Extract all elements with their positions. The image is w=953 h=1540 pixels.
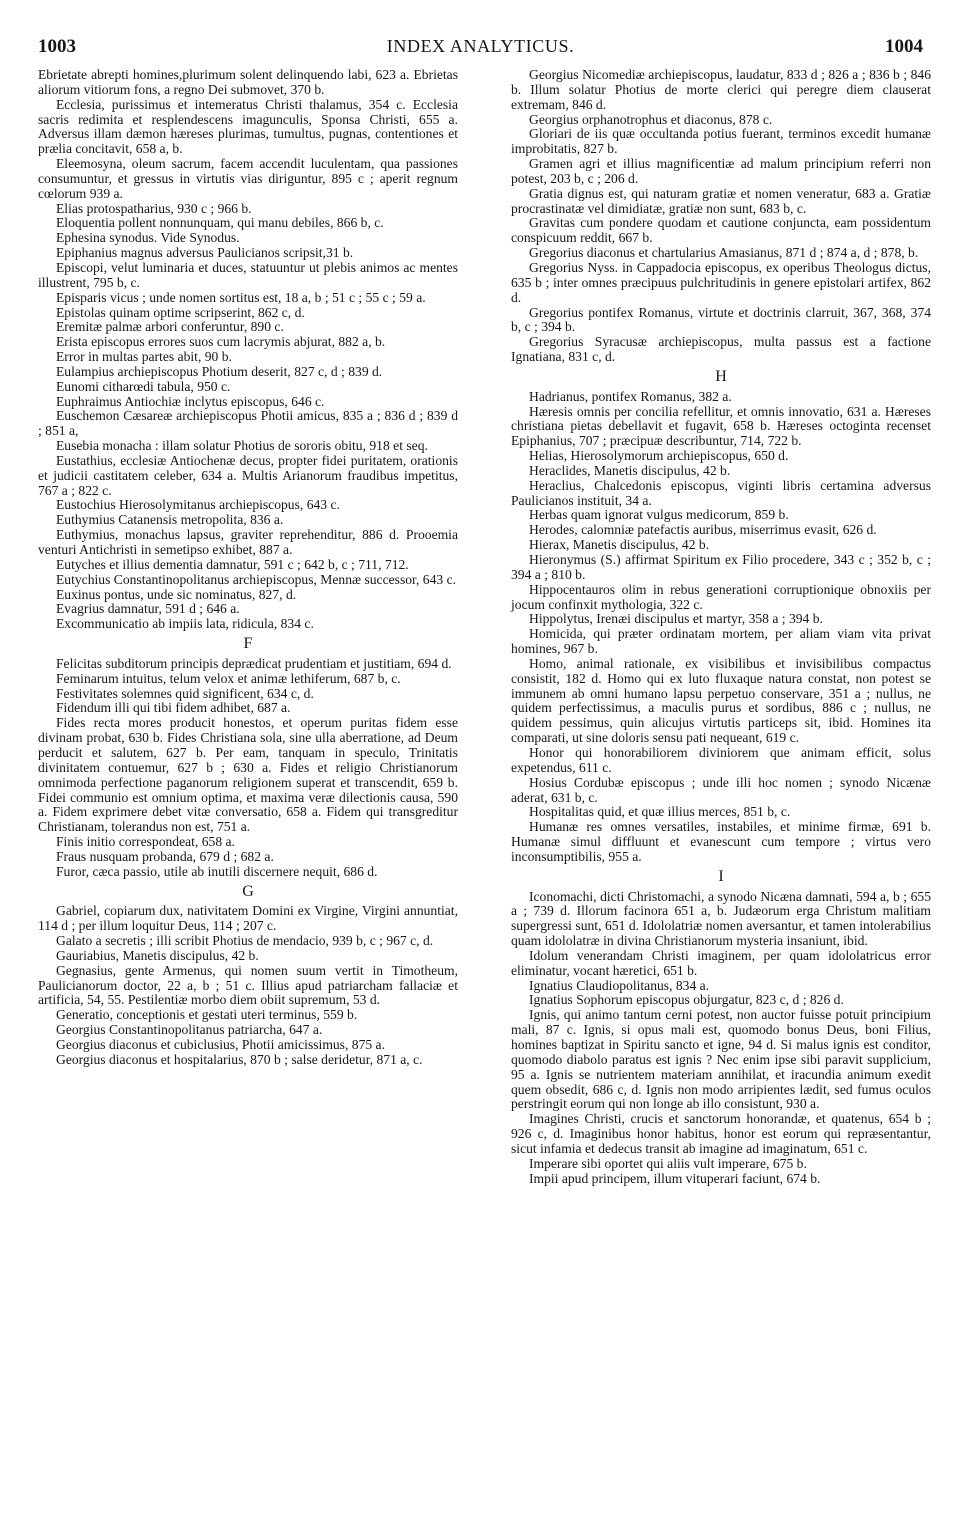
index-entry: Imagines Christi, crucis et sanctorum honorandæ, et quatenus, 654 b ; 926 c, d. Imaginibus honor habitus, honor est eorum qui repræsentantur, sicut infamia et dedecus transit ab imagine ad imaginatum, 651 c. (511, 1111, 931, 1156)
index-entry: Gabriel, copiarum dux, nativitatem Domini ex Virgine, Virgini annuntiat, 114 d ; per illum loquitur Deus, 114 ; 207 c. (38, 903, 458, 934)
index-entry: Ignatius Sophorum episcopus objurgatur, 823 c, d ; 826 d. (529, 992, 844, 1008)
index-entry: Gloriari de iis quæ occultanda potius fuerant, terminos excedit humanæ improbitatis, 827 b. (511, 126, 931, 157)
index-entry: Georgius diaconus et cubiclusius, Photii amicissimus, 875 a. (56, 1037, 385, 1052)
index-entry: Gregorius Syracusæ archiepiscopus, multa passus est a factione Ignatiana, 831 c, d. (511, 334, 931, 365)
page-number-left: 1003 (38, 36, 76, 57)
index-entry: Heraclides, Manetis discipulus, 42 b. (529, 462, 731, 478)
index-entry: Euthymius Catanensis metropolita, 836 a. (56, 512, 284, 528)
index-entry: Furor, cæca passio, utile ab inutili discernere nequit, 686 d. (56, 863, 378, 879)
index-entry: Gregorius pontifex Romanus, virtute et doctrinis clarruit, 367, 368, 374 b, c ; 394 b. (511, 304, 931, 335)
index-entry: Georgius Nicomediæ archiepiscopus, laudatur, 833 d ; 826 a ; 836 b ; 846 b. Illum solatur Photius de morte clerici qui peregre diem clauserat extremam, 846 d. (511, 67, 931, 112)
index-entry: Gravitas cum pondere quodam et cautione conjuncta, eam possidentum conspicuum reddit, 667 b. (511, 215, 931, 246)
index-entry: Festivitates solemnes quid significent, 634 c, d. (56, 685, 314, 701)
index-entry: Euphraimus Antiochiæ inclytus episcopus, 646 c. (56, 393, 325, 409)
index-entry: Euschemon Cæsareæ archiepiscopus Photii amicus, 835 a ; 836 d ; 839 d ; 851 a, (38, 408, 458, 439)
index-entry: Impii apud principem, illum vituperari faciunt, 674 b. (529, 1170, 821, 1186)
index-entry: Honor qui honorabiliorem diviniorem que animam efficit, solus expetendus, 611 c. (511, 744, 931, 775)
page-number-right: 1004 (885, 36, 923, 57)
index-entry: Eremitæ palmæ arbori conferuntur, 890 c. (56, 319, 284, 335)
index-entry: Hippocentauros olim in rebus generationi corruptionique obnoxiis per jocum confinxit mythologia, 322 c. (511, 581, 931, 612)
index-entry: Episcopi, velut luminaria et duces, statuuntur ut plebis animos ac mentes illustrent, 795 b, c. (38, 259, 458, 290)
section-letter: G (242, 882, 254, 900)
index-entry: Gauriabius, Manetis discipulus, 42 b. (56, 947, 259, 963)
section-letter: H (715, 367, 727, 385)
index-entry: Felicitas subditorum principis deprædicat prudentiam et justitiam, 694 d. (56, 655, 452, 671)
index-entry: Fraus nusquam probanda, 679 d ; 682 a. (56, 848, 274, 864)
index-entry: Eutyches et illius dementia damnatur, 591 c ; 642 b, c ; 711, 712. (56, 556, 409, 572)
index-entry: Herbas quam ignorat vulgus medicorum, 859 b. (529, 507, 789, 523)
index-entry: Eleemosyna, oleum sacrum, facem accendit luculentam, qua passiones consumuntur, et gressus in virtutis vias diriguntur, 895 c ; aperit regnum cœlorum 939 a. (38, 156, 458, 201)
left-column (38, 68, 458, 1068)
index-entry: Eunomi citharœdi tabula, 950 c. (56, 378, 231, 394)
index-entry: Fidendum illi qui tibi fidem adhibet, 687 a. (56, 700, 291, 716)
index-entry: Eusebia monacha : illam solatur Photius de sororis obitu, 918 et seq. (56, 438, 428, 454)
index-entry: Erista episcopus errores suos cum lacrymis abjurat, 882 a, b. (56, 334, 386, 350)
index-entry: Imperare sibi oportet qui aliis vult imperare, 675 b. (529, 1155, 807, 1171)
index-entry: Eloquentia pollent nonnunquam, qui manu debiles, 866 b, c. (56, 215, 384, 231)
index-entry: Herodes, calomniæ patefactis auribus, miserrimus evasit, 626 d. (529, 522, 877, 538)
index-entry: Eulampius archiepiscopus Photium deserit, 827 c, d ; 839 d. (56, 363, 383, 379)
index-entry: Eustochius Hierosolymitanus archiepiscopus, 643 c. (56, 497, 340, 513)
index-entry: Feminarum intuitus, telum velox et animæ lethiferum, 687 b, c. (56, 670, 401, 686)
index-entry: Error in multas partes abit, 90 b. (56, 349, 232, 365)
index-entry: Hieronymus (S.) affirmat Spiritum ex Filio procedere, 343 c ; 352 b, c ; 394 a ; 810 b. (511, 552, 931, 582)
index-entry: Euxinus pontus, unde sic nominatus, 827, d. (56, 586, 297, 602)
index-entry: Georgius orphanotrophus et diaconus, 878 c. (529, 111, 773, 127)
index-entry: Euthymius, monachus lapsus, graviter reprehenditur, 886 d. Prooemia venturi Antichristi in semetipso exhibet, 887 a. (38, 527, 458, 557)
index-entry: Finis initio correspondeat, 658 a. (56, 834, 235, 850)
index-entry: Ephesina synodus. Vide Synodus. (56, 230, 240, 246)
index-entry: Eustathius, ecclesiæ Antiochenæ decus, propter fidei puritatem, orationis et judicii castitatem celeber, 634 a. Multis Arianorum fraudibus impetitus, 767 a ; 822 c. (38, 452, 458, 498)
index-entry: Ebrietate abrepti homines,plurimum solent delinquendo labi, 623 a. Ebrietas aliorum vitiorum fons, a regno Dei submovet, 370 b. (38, 67, 458, 97)
index-entry: Elias protospatharius, 930 c ; 966 b. (56, 200, 252, 216)
index-entry: Gegnasius, gente Armenus, qui nomen suum vertit in Timotheum, Paulicianorum doctor, 22 a, b ; 51 c. Illius apud patriarcham fallaciæ et artificia, 54, 55. Pestilentiæ morbo diem obiit supremum, 53 d. (38, 962, 458, 1008)
index-entry: Fides recta mores producit honestos, et operum puritas fidem esse divinam probat, 630 b. Fides Christiana sola, sine ulla aberratione, ad Deum perducit et salutem, 627 b. Per eam, tanquam in speculo, Trinitatis divinitatem contuemur, 627 b ; 630 a. Fides et religio Christianorum omnimoda perfectione paganorum religionem superat et transcendit, 659 b. Fidei communio est omnium optima, et maxima veræ dilectionis causa, 590 a. Fidem exprimere debet vitæ conversatio, 658 a. Fidem qui transgreditur Christianam, tolerandus non est, 751 a. (38, 715, 458, 835)
right-column (511, 68, 931, 1186)
index-entry: Homicida, qui præter ordinatam mortem, per aliam viam vita privat homines, 967 b. (511, 626, 931, 657)
index-entry: Excommunicatio ab impiis lata, ridicula, 834 c. (56, 616, 314, 632)
index-entry: Ignatius Claudiopolitanus, 834 a. (529, 977, 710, 993)
index-entry: Epistolas quinam optime scripserint, 862 c, d. (56, 304, 305, 320)
index-entry: Eutychius Constantinopolitanus archiepiscopus, Mennæ successor, 643 c. (56, 571, 457, 587)
index-entry: Hosius Cordubæ episcopus ; unde illi hoc nomen ; synodo Nicænæ aderat, 631 b, c. (511, 774, 931, 805)
index-entry: Helias, Hierosolymorum archiepiscopus, 650 d. (529, 448, 789, 464)
index-entry: Hierax, Manetis discipulus, 42 b. (529, 537, 710, 553)
index-entry: Hæresis omnis per concilia refellitur, et omnis innovatio, 631 a. Hæreses christiana pietas debellavit et fugavit, 658 b. Hæreses octoginta recenset Epiphanius, 707 ; præcipuæ describuntur, 714, 722 b. (511, 403, 931, 449)
index-entry: Humanæ res omnes versatiles, instabiles, et minime firmæ, 691 b. Humanæ simul diffluunt et evanescunt cum tempore ; virtus vero inconsumptibilis, 955 a. (511, 819, 931, 864)
page-header (38, 36, 923, 62)
index-entry: Gregorius diaconus et chartularius Amasianus, 871 d ; 874 a, d ; 878, b. (529, 245, 919, 261)
index-entry: Episparis vicus ; unde nomen sortitus est, 18 a, b ; 51 c ; 55 c ; 59 a. (56, 289, 426, 305)
index-entry: Iconomachi, dicti Christomachi, a synodo Nicæna damnati, 594 a, b ; 655 a ; 739 d. Illorum facinora 651 a, b. Judæorum erga Christum malitiam supergressi sunt, 651 d. Idololatriæ nomen aversantur, et tamen intolerabilius quam idololatræ in divina Christianorum mysteria insaniunt, ibid. (511, 888, 931, 949)
running-title: INDEX ANALYTICUS. (386, 36, 575, 56)
index-entry: Ignis, qui animo tantum cerni potest, non auctor fuisse potuit principium mali, 87 c. Ignis, si opus mali est, quomodo bonus Deus, boni Filius, homines baptizat in Spiritu sancto et igne, 94 d. Si malus ignis est conditor, quomodo diabolo paratus est ignis ? Nec enim ipse sibi paravit supplicium, 95 a. Ignis se nutrientem materiam annihilat, et iracundia animum exedit quem obsedit, 686 c, d. Ignis non modo arripientes lædit, sed fumus oculos perstringit eorum qui non longe ab illo consistunt, 930 a. (511, 1007, 931, 1112)
section-letter: F (243, 635, 253, 653)
index-entry: Hippolytus, Irenæi discipulus et martyr, 358 a ; 394 b. (529, 611, 823, 627)
index-entry: Gregorius Nyss. in Cappadocia episcopus, ex operibus Theologus dictus, 635 b ; inter omnes præcipuus pulchritudinis in genere epistolari artifex, 862 d. (511, 259, 931, 305)
index-entry: Ecclesia, purissimus et intemeratus Christi thalamus, 354 c. Ecclesia sacris redimita et resplendescens imagunculis, Sponsa Christi, 655 a. Adversus illam dæmon hæreses plurimas, tumultus, pugnas, contentiones et prælia concitavit, 658 a, b. (38, 96, 458, 157)
index-entry: Idolum venerandam Christi imaginem, per quam idololatricus error eliminatur, vocant hæretici, 651 b. (511, 947, 931, 978)
index-entry: Evagrius damnatur, 591 d ; 646 a. (56, 601, 240, 617)
index-entry: Homo, animal rationale, ex visibilibus et invisibilibus compactus consistit, 182 d. Homo qui ex luto fluxaque natura constat, non potest se immunem ab omni humano lapsu perpetuo conservare, 351 a ; nullus, ne quidem perfectissimus, a maculis purus et sordibus, 886 c ; nullus, ne quidem pessimus, quin alicujus virtutis particeps sit, ibid. Homines ita comparati, ut sine doloris sensu pati nequeant, 619 c. (511, 655, 931, 746)
index-entry: Galato a secretis ; illi scribit Photius de mendacio, 939 b, c ; 967 c, d. (56, 933, 434, 949)
index-entry: Hadrianus, pontifex Romanus, 382 a. (529, 388, 732, 404)
index-entry: Georgius Constantinopolitanus patriarcha, 647 a. (56, 1022, 323, 1038)
index-entry: Georgius diaconus et hospitalarius, 870 b ; salse deridetur, 871 a, c. (56, 1051, 423, 1067)
index-entry: Hospitalitas quid, et quæ illius merces, 851 b, c. (529, 804, 791, 820)
index-entry: Heraclius, Chalcedonis episcopus, viginti libris certamina adversus Paulicianos instituit, 34 a. (511, 477, 931, 508)
section-letter: I (718, 867, 724, 885)
index-entry: Gramen agri et illius magnificentiæ ad malum principium referri non potest, 203 b, c ; 206 d. (511, 156, 931, 186)
index-entry: Gratia dignus est, qui naturam gratiæ et nomen veneratur, 683 a. Gratiæ procrastinatæ vel dimidiatæ, gratiæ non sunt, 683 b, c. (511, 185, 931, 216)
index-entry: Generatio, conceptionis et gestati uteri terminus, 559 b. (56, 1007, 358, 1023)
index-entry: Epiphanius magnus adversus Paulicianos scripsit,31 b. (56, 245, 354, 261)
